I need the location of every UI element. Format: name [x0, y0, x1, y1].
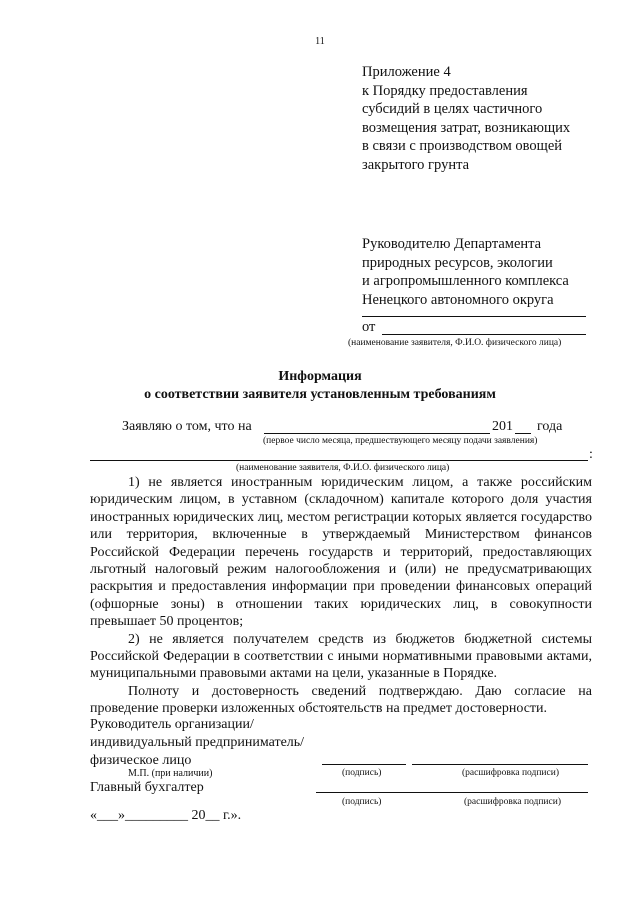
applicant-blank-line[interactable] [90, 460, 588, 461]
confirmation-paragraph: Полноту и достоверность сведений подтверждаю. Даю согласие на проведение проверки изложенных обстоятельств на предмет достоверности. [90, 683, 592, 717]
from-blank-line[interactable] [382, 334, 586, 335]
appendix-line: в связи с производством овощей [362, 138, 563, 154]
appendix-header [362, 63, 570, 174]
appendix-line: Приложение 4 [362, 64, 451, 80]
date-field[interactable]: «___»_________ 20__ г.». [90, 808, 242, 823]
head-signature-line[interactable] [322, 764, 406, 765]
applicant-caption: (наименование заявителя, Ф.И.О. физического лица) [236, 463, 450, 473]
declare-year-suffix: года [537, 419, 563, 434]
from-label: от [362, 319, 376, 335]
head-role-line: Руководитель организации/ [90, 717, 254, 732]
signature-head-block [90, 716, 304, 770]
accountant-decode-line[interactable] [402, 792, 588, 793]
document-subtitle: о соответствии заявителя установленным требованиям [144, 387, 496, 402]
requirement-item-1: 1) не является иностранным юридическим лицом, а также российским юридическим лицом, в уставном (складочном) капитале которого доля участия иностранных юридических лиц, местом регистрации которых является государство или территория, включенные в утверждаемый Министерством финансов Российской Федерации перечень государств и территорий, предоставляющих льготный налоговый режим налогообложения и (или) не предусматривающих раскрытия и предоставления информации при проведении финансовых операций (офшорные зоны) в отношении таких юридических лиц, в совокупности превышает 50 процентов; [90, 475, 592, 630]
accountant-signature-line[interactable] [316, 792, 402, 793]
declare-date-blank[interactable] [264, 433, 490, 434]
requirement-item-2: 2) не является получателем средств из бюджетов бюджетной системы Российской Федерации в соответствии с иными нормативными правовыми актами, муниципальными правовыми актами на цели, указанные в Порядке. [90, 631, 592, 682]
declare-year-blank[interactable] [515, 433, 531, 434]
head-decode-caption: (расшифровка подписи) [462, 768, 559, 778]
declare-date-caption: (первое число месяца, предшествующего месяцу подачи заявления) [263, 436, 538, 446]
from-caption: (наименование заявителя, Ф.И.О. физического лица) [348, 338, 562, 348]
stamp-caption: М.П. (при наличии) [128, 768, 213, 779]
declare-text: Заявляю о том, что на [122, 419, 252, 434]
addressee-line: Руководителю Департамента [362, 236, 542, 252]
addressee-block [362, 235, 569, 309]
appendix-line: субсидий в целях частичного [362, 101, 543, 117]
requirements-text [90, 474, 592, 718]
accountant-signature-caption: (подпись) [342, 797, 382, 807]
appendix-line: закрытого грунта [362, 156, 470, 173]
head-role-line: индивидуальный предприниматель/ [90, 735, 305, 750]
document-title-block [100, 368, 540, 404]
addressee-blank-line[interactable] [362, 316, 586, 317]
head-signature-caption: (подпись) [342, 768, 382, 778]
document-title: Информация [278, 369, 362, 384]
declare-year-prefix: 201 [492, 419, 513, 434]
appendix-line: возмещения затрат, возникающих [362, 119, 571, 136]
head-role-line: физическое лицо [90, 753, 192, 768]
accountant-decode-caption: (расшифровка подписи) [464, 797, 561, 807]
page-number: 11 [315, 36, 325, 47]
head-decode-line[interactable] [412, 764, 588, 765]
appendix-line: к Порядку предоставления [362, 82, 528, 99]
addressee-line: Ненецкого автономного округа [362, 291, 554, 308]
declare-colon: : [589, 447, 593, 462]
accountant-label: Главный бухгалтер [90, 780, 204, 795]
addressee-line: природных ресурсов, экологии [362, 254, 553, 271]
addressee-line: и агропромышленного комплекса [362, 273, 569, 289]
